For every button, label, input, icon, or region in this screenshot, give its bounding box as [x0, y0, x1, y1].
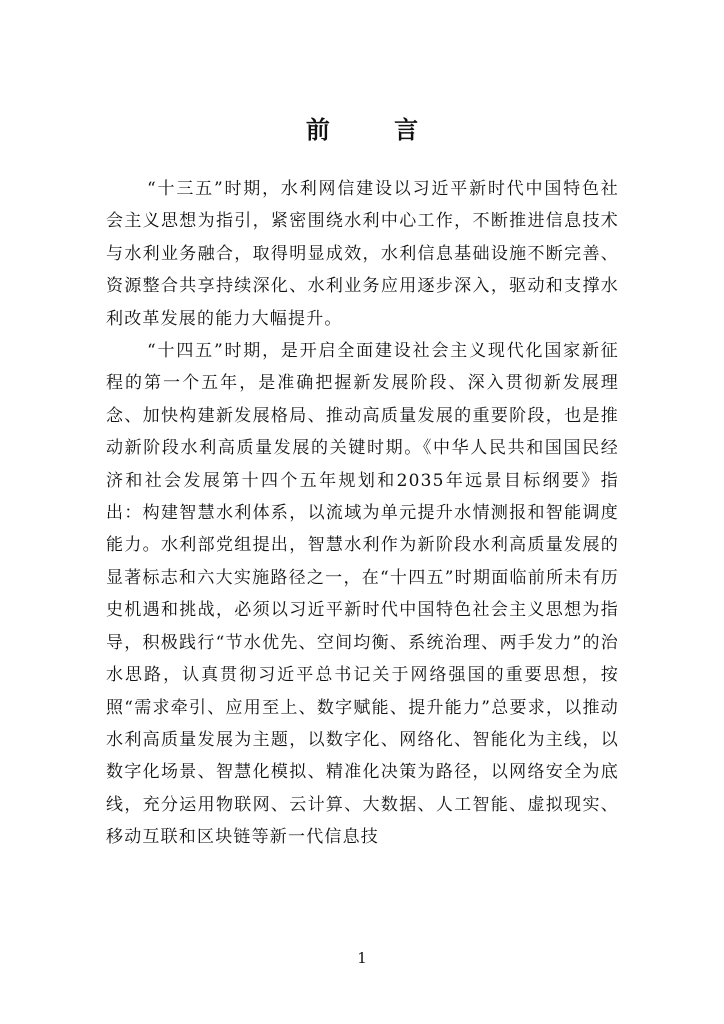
body-text: [106, 173, 619, 854]
page-number: 1: [357, 949, 367, 967]
paragraph-2: “十四五”时期，是开启全面建设社会主义现代化国家新征程的第一个五年，是准确把握新发展阶段、深入贯彻新发展理念、加快构建新发展格局、推动高质量发展的重要阶段，也是推动新阶段水利高质量发展的关键时期。《中华人民共和国国民经济和社会发展第十四个五年规划和2035年远景目标纲要》指出：构建智慧水利体系，以流域为单元提升水情测报和智能调度能力。水利部党组提出，智慧水利作为新阶段水利高质量发展的显著标志和六大实施路径之一，在“十四五”时期面临前所未有历史机遇和挑战，必须以习近平新时代中国特色社会主义思想为指导，积极践行“节水优先、空间均衡、系统治理、两手发力”的治水思路，认真贯彻习近平总书记关于网络强国的重要思想，按照“需求牵引、应用至上、数字赋能、提升能力”总要求，以推动水利高质量发展为主题，以数字化、网络化、智能化为主线，以数字化场景、智慧化模拟、精准化决策为路径，以网络安全为底线，充分运用物联网、云计算、大数据、人工智能、虚拟现实、移动互联和区块链等新一代信息技: [106, 341, 619, 848]
page-title: 前 言: [305, 115, 447, 144]
paragraph-1: “十三五”时期，水利网信建设以习近平新时代中国特色社会主义思想为指引，紧密围绕水利中心工作，不断推进信息技术与水利业务融合，取得明显成效，水利信息基础设施不断完善、资源整合共享持续深化、水利业务应用逐步深入，驱动和支撑水利改革发展的能力大幅提升。: [106, 179, 619, 329]
